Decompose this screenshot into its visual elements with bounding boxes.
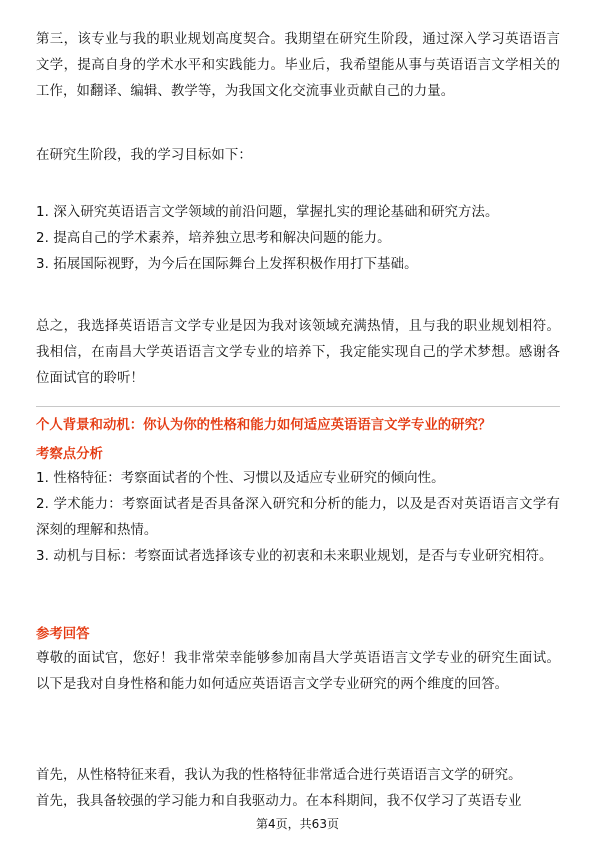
goals-intro: 在研究生阶段，我的学习目标如下： (36, 148, 252, 163)
analysis-label: 考察点分析 (36, 447, 103, 462)
goal-item: 3. 拓展国际视野，为今后在国际舞台上发挥积极作用打下基础。 (36, 257, 418, 272)
section-divider (36, 406, 560, 407)
goals-list (36, 200, 560, 278)
intro-paragraph: 第三，该专业与我的职业规划高度契合。我期望在研究生阶段，通过深入学习英语语言文学，提高自身的学术水平和实践能力。毕业后，我希望能从事与英语语言文学相关的工作，如翻译、编辑、教学等，为我国文化交流事业贡献自己的力量。 (36, 32, 560, 99)
conclusion-paragraph: 总之，我选择英语语言文学专业是因为我对该领域充满热情，且与我的职业规划相符。我相信，在南昌大学英语语言文学专业的培养下，我定能实现自己的学术梦想。感谢各位面试官的聆听！ (36, 319, 560, 386)
conclusion-block (36, 314, 560, 392)
analysis-item: 3. 动机与目标：考察面试者选择该专业的初衷和未来职业规划，是否与专业研究相符。 (36, 549, 553, 564)
analysis-section (36, 444, 560, 570)
answer-label: 参考回答 (36, 627, 90, 642)
intro-paragraph-block (36, 27, 560, 105)
answer-paragraph: 首先，我具备较强的学习能力和自我驱动力。在本科期间，我不仅学习了英语专业 (36, 794, 522, 809)
question-heading: 个人背景和动机：你认为你的性格和能力如何适应英语语言文学专业的研究？ (36, 418, 492, 433)
answer-section (36, 624, 560, 698)
question-block (36, 415, 560, 437)
analysis-item: 1. 性格特征：考察面试者的个性、习惯以及适应专业研究的倾向性。 (36, 471, 445, 486)
goal-item: 2. 提高自己的学术素养，培养独立思考和解决问题的能力。 (36, 231, 391, 246)
analysis-item: 2. 学术能力：考察面试者是否具备深入研究和分析的能力，以及是否对英语语言文学有深刻的理解和热情。 (36, 497, 560, 538)
goal-item: 1. 深入研究英语语言文学领域的前沿问题，掌握扎实的理论基础和研究方法。 (36, 205, 499, 220)
page-footer: 第4页，共63页 (256, 817, 339, 831)
answer-intro: 尊敬的面试官，您好！我非常荣幸能够参加南昌大学英语语言文学专业的研究生面试。以下是我对自身性格和能力如何适应英语语言文学专业研究的两个维度的回答。 (36, 651, 560, 692)
answer-paragraph: 首先，从性格特征来看，我认为我的性格特征非常适合进行英语语言文学的研究。 (36, 768, 522, 783)
goals-intro-block (36, 143, 560, 169)
answer-body (36, 763, 560, 815)
